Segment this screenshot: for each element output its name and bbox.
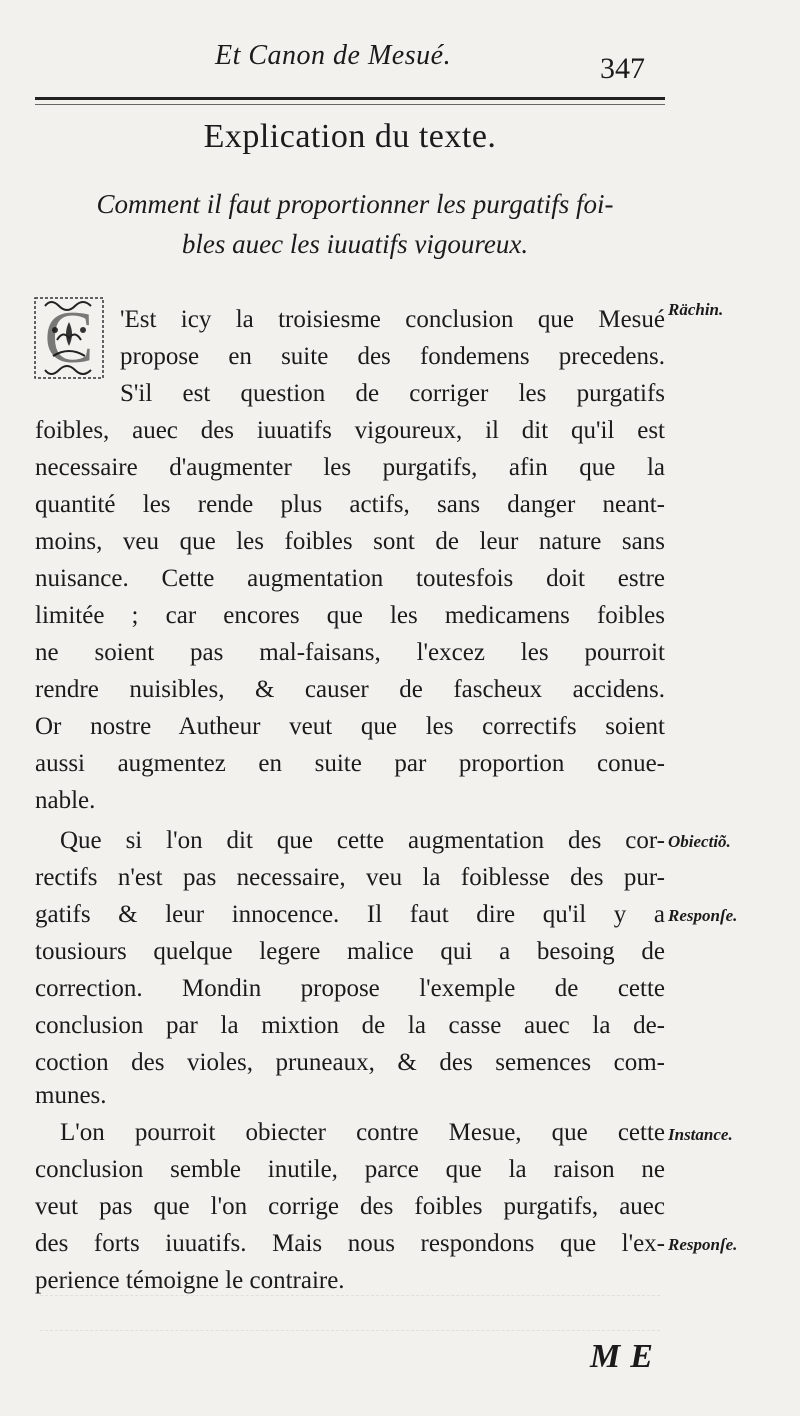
running-head: Et Canon de Mesué. [215, 40, 452, 71]
text-line: limitée ; car encores que les medicamens foibles [35, 602, 665, 629]
margin-note-instance: Instance. [668, 1125, 733, 1144]
subtitle-line: bles auec les iuuatifs vigoureux. [181, 229, 529, 259]
text-line: conclusion semble inutile, parce que la raison ne [35, 1156, 665, 1183]
text-line: moins, veu que les foibles sont de leur nature sans [35, 528, 665, 555]
text-line: foibles, auec des iuuatifs vigoureux, il dit qu'il est [35, 417, 665, 444]
text-line: perience témoigne le contraire. [35, 1267, 345, 1294]
text-line: rendre nuisibles, & causer de fascheux accidens. [35, 676, 665, 703]
catchword: ME [590, 1338, 663, 1375]
header-rule [35, 97, 665, 100]
subtitle [40, 184, 670, 264]
text-line: des forts iuuatifs. Mais nous respondons que l'ex- [35, 1230, 665, 1257]
text-line: S'il est question de corriger les purgatifs [120, 380, 665, 407]
text-line: ne soient pas mal-faisans, l'excez les pourroit [35, 639, 665, 666]
paragraph-1 [35, 301, 665, 819]
subtitle-line: Comment il faut proportionner les purgatifs foi- [96, 189, 614, 219]
text-line: rectifs n'est pas necessaire, veu la foiblesse des pur- [35, 864, 665, 891]
text-line: necessaire d'augmenter les purgatifs, afin que la [35, 454, 665, 481]
text-line: conclusion par la mixtion de la casse auec la de- [35, 1012, 665, 1039]
text-line: coction des violes, pruneaux, & des semences com- [35, 1049, 665, 1076]
text-line: Or nostre Autheur veut que les correctifs soient [35, 713, 665, 740]
text-line: 'Est icy la troisiesme conclusion que Mesué [120, 306, 665, 333]
text-line: veut pas que l'on corrige des foibles purgatifs, auec [35, 1193, 665, 1220]
page-number: 347 [600, 52, 645, 85]
text-line: nable. [35, 787, 96, 814]
header-rule-thin [35, 104, 665, 105]
text-line: propose en suite des fondemens precedens. [120, 343, 665, 370]
margin-note-response: Responſe. [668, 906, 738, 925]
margin-note-rachin: Rächin. [668, 300, 724, 319]
text-line: munes. [35, 1082, 107, 1109]
text-line: gatifs & leur innocence. Il faut dire qu'il y a [35, 901, 665, 928]
text-line: Que si l'on dit que cette augmentation des cor- [60, 827, 665, 854]
text-line: tousiours quelque legere malice qui a besoing de [35, 938, 665, 965]
section-title: Explication du texte. [203, 118, 497, 155]
text-line: correction. Mondin propose l'exemple de cette [35, 975, 665, 1002]
text-line: L'on pourroit obiecter contre Mesue, que cette [60, 1119, 665, 1146]
paragraph-2 [35, 822, 665, 1111]
text-line: nuisance. Cette augmentation toutesfois doit estre [35, 565, 665, 592]
margin-note-response: Responſe. [668, 1235, 738, 1254]
paragraph-3 [35, 1114, 665, 1299]
margin-note-obiection: Obiectiõ. [668, 832, 731, 851]
text-line: quantité les rende plus actifs, sans danger neant- [35, 491, 665, 518]
dropcap-letter: C [44, 297, 94, 379]
text-line: aussi augmentez en suite par proportion conue- [35, 750, 665, 777]
bleed-through-decoration [40, 1295, 660, 1365]
